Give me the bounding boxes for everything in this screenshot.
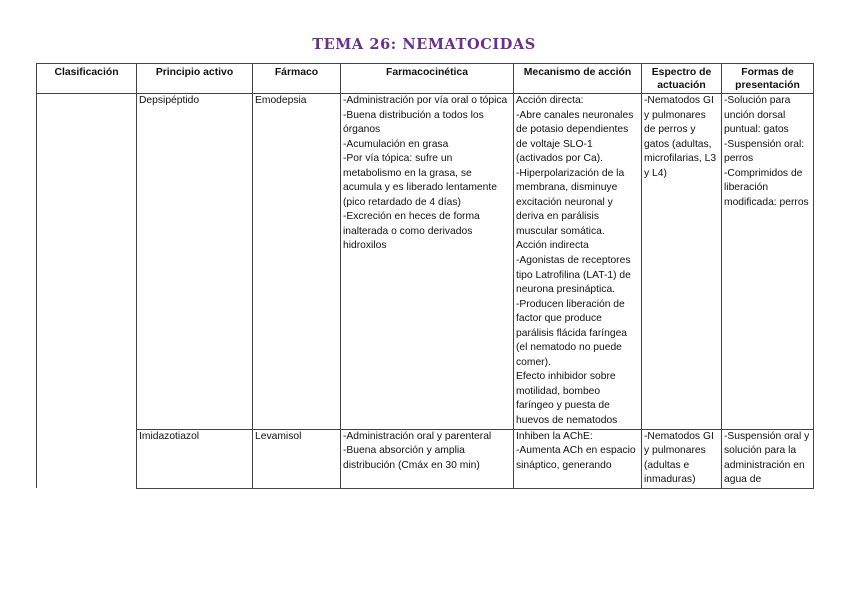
header-farmaco: Fármaco: [253, 64, 341, 94]
cell-farmaco: Levamisol: [253, 429, 341, 488]
cell-farmacocinetica: [341, 94, 514, 430]
cell-principio-activo: Imidazotiazol: [137, 429, 253, 488]
cell-text: Inhiben la AChE: -Aumenta ACh en espacio sináptico, generando: [516, 430, 636, 471]
cell-text: Acción directa: -Abre canales neuronales de potasio dependientes de voltaje SLO-1 (activados por Ca). -Hiperpolarización de la membrana, disminuye excitación neuronal y deriva en parálisis muscular somática. Acción indirecta -Agonistas de receptores tipo Latrofilina (LAT-1) de neurona presináptica. -Producen liberación de factor que produce parálisis flácida faríngea (el nematodo no puede comer). Efecto inhibidor sobre motilidad, bombeo faríngeo y puesta de huevos de nematodos: [516, 95, 634, 427]
cell-clasificacion: [37, 94, 137, 430]
cell-text: -Administración por vía oral o tópica -Buena distribución a todos los órganos -Acumulación en grasa -Por vía tópica: sufre un metabolismo en la grasa, se acumula y es liberado lentamente (pico retardado de 4 días) -Excreción en heces de forma inalterada o como derivados hidroxilos: [343, 95, 508, 252]
document-title: TEMA 26: NEMATOCIDAS: [312, 36, 536, 53]
header-formas: Formas de presentación: [722, 64, 814, 94]
cell-text: -Nematodos GI y pulmonares de perros y gatos (adultas, microfilarias, L3 y L4): [644, 95, 719, 179]
header-farmacocinetica: Farmacocinética: [341, 64, 514, 94]
header-mecanismo: Mecanismo de acción: [514, 64, 642, 94]
cell-clasificacion: [37, 429, 137, 488]
header-principio-activo: Principio activo: [137, 64, 253, 94]
cell-text: -Suspensión oral y solución para la administración en agua de: [724, 430, 813, 486]
cell-text: -Administración oral y parenteral -Buena absorción y amplia distribución (Cmáx en 30 min): [343, 430, 492, 471]
cell-espectro: [642, 429, 722, 488]
cell-farmaco: Emodepsia: [253, 94, 341, 430]
nematocidas-table: [36, 63, 814, 489]
cell-mecanismo: [514, 94, 642, 430]
cell-text: -Solución para unción dorsal puntual: gatos -Suspensión oral: perros -Comprimidos de liberación modificada: perros: [724, 95, 809, 208]
cell-mecanismo: [514, 429, 642, 488]
cell-farmacocinetica: [341, 429, 514, 488]
cell-principio-activo: Depsipéptido: [137, 94, 253, 430]
table-row: [37, 429, 814, 488]
table-header-row: [37, 64, 814, 94]
cell-formas: [722, 429, 814, 488]
header-clasificacion: Clasificación: [37, 64, 137, 94]
cell-text: -Nematodos GI y pulmonares (adultas e inmaduras): [644, 430, 717, 486]
header-espectro: Espectro de actuación: [642, 64, 722, 94]
cell-espectro: [642, 94, 722, 430]
cell-formas: [722, 94, 814, 430]
table-row: [37, 94, 814, 430]
